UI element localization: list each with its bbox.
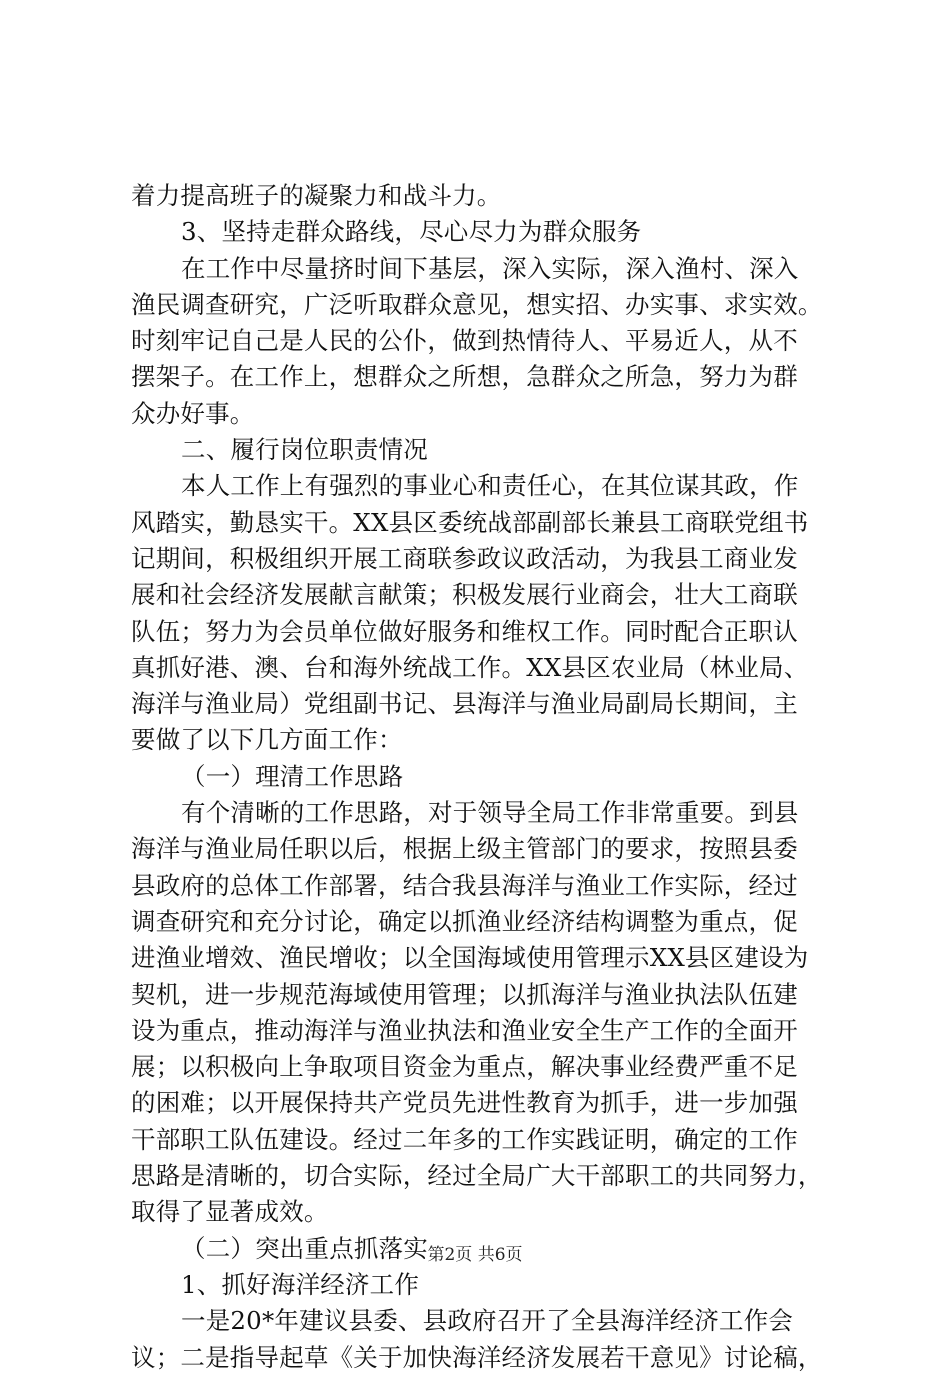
text-line: 二、履行岗位职责情况 xyxy=(181,435,428,465)
text-line: 取得了显著成效。 xyxy=(131,1197,329,1227)
text-line: 在工作中尽量挤时间下基层，深入实际，深入渔村、深入 xyxy=(181,253,799,283)
text-line: （一）理清工作思路 xyxy=(181,761,404,791)
text-line: 的困难；以开展保持共产党员先进性教育为抓手，进一步加强 xyxy=(131,1088,798,1118)
text-line: 渔民调查研究，广泛听取群众意见，想实招、办实事、求实效。 xyxy=(131,289,823,319)
text-line: 契机，进一步规范海域使用管理；以抓海洋与渔业执法队伍建 xyxy=(131,979,798,1009)
text-line: 调查研究和充分讨论，确定以抓渔业经济结构调整为重点，促 xyxy=(131,906,798,936)
text-line: 时刻牢记自己是人民的公仆，做到热情待人、平易近人，从不 xyxy=(131,326,798,356)
text-line: （二）突出重点抓落实 xyxy=(181,1233,428,1263)
text-line: 摆架子。在工作上，想群众之所想，急群众之所急，努力为群 xyxy=(131,362,798,392)
text-line: 本人工作上有强烈的事业心和责任心，在其位谋其政，作 xyxy=(181,471,799,501)
text-line: 一是20*年建议县委、县政府召开了全县海洋经济工作会 xyxy=(181,1306,794,1336)
text-line: 要做了以下几方面工作： xyxy=(131,725,403,755)
text-line: 有个清晰的工作思路，对于领导全局工作非常重要。到县 xyxy=(181,798,799,828)
text-line: 进渔业增效、渔民增收；以全国海域使用管理示XX县区建设为 xyxy=(131,943,809,973)
text-line: 风踏实，勤恳实干。XX县区委统战部副部长兼县工商联党组书 xyxy=(131,507,809,537)
text-line: 议；二是指导起草《关于加快海洋经济发展若干意见》讨论稿， xyxy=(131,1342,823,1372)
text-line: 设为重点，推动海洋与渔业执法和渔业安全生产工作的全面开 xyxy=(131,1015,798,1045)
text-line: 记期间，积极组织开展工商联参政议政活动，为我县工商业发 xyxy=(131,543,798,573)
text-line: 海洋与渔业局）党组副书记、县海洋与渔业局副局长期间，主 xyxy=(131,689,798,719)
text-line: 真抓好港、澳、台和海外统战工作。XX县区农业局（林业局、 xyxy=(131,652,809,682)
text-line: 县政府的总体工作部署，结合我县海洋与渔业工作实际，经过 xyxy=(131,870,798,900)
text-line: 海洋与渔业局任职以后，根据上级主管部门的要求，按照县委 xyxy=(131,834,798,864)
page-footer: 第2页 共6页 xyxy=(427,1245,523,1265)
text-line: 干部职工队伍建设。经过二年多的工作实践证明，确定的工作 xyxy=(131,1124,798,1154)
text-line: 思路是清晰的，切合实际，经过全局广大干部职工的共同努力， xyxy=(131,1161,823,1191)
text-line: 着力提高班子的凝聚力和战斗力。 xyxy=(131,181,502,210)
text-line: 展和社会经济发展献言献策；积极发展行业商会，壮大工商联 xyxy=(131,580,798,610)
document-body xyxy=(131,178,851,1376)
text-line: 1、抓好海洋经济工作 xyxy=(181,1269,420,1299)
text-line: 展；以积极向上争取项目资金为重点，解决事业经费严重不足 xyxy=(131,1052,798,1082)
text-line: 众办好事。 xyxy=(131,398,255,428)
text-line: 队伍；努力为会员单位做好服务和维权工作。同时配合正职认 xyxy=(131,616,798,646)
text-line: 3、坚持走群众路线，尽心尽力为群众服务 xyxy=(181,217,642,247)
